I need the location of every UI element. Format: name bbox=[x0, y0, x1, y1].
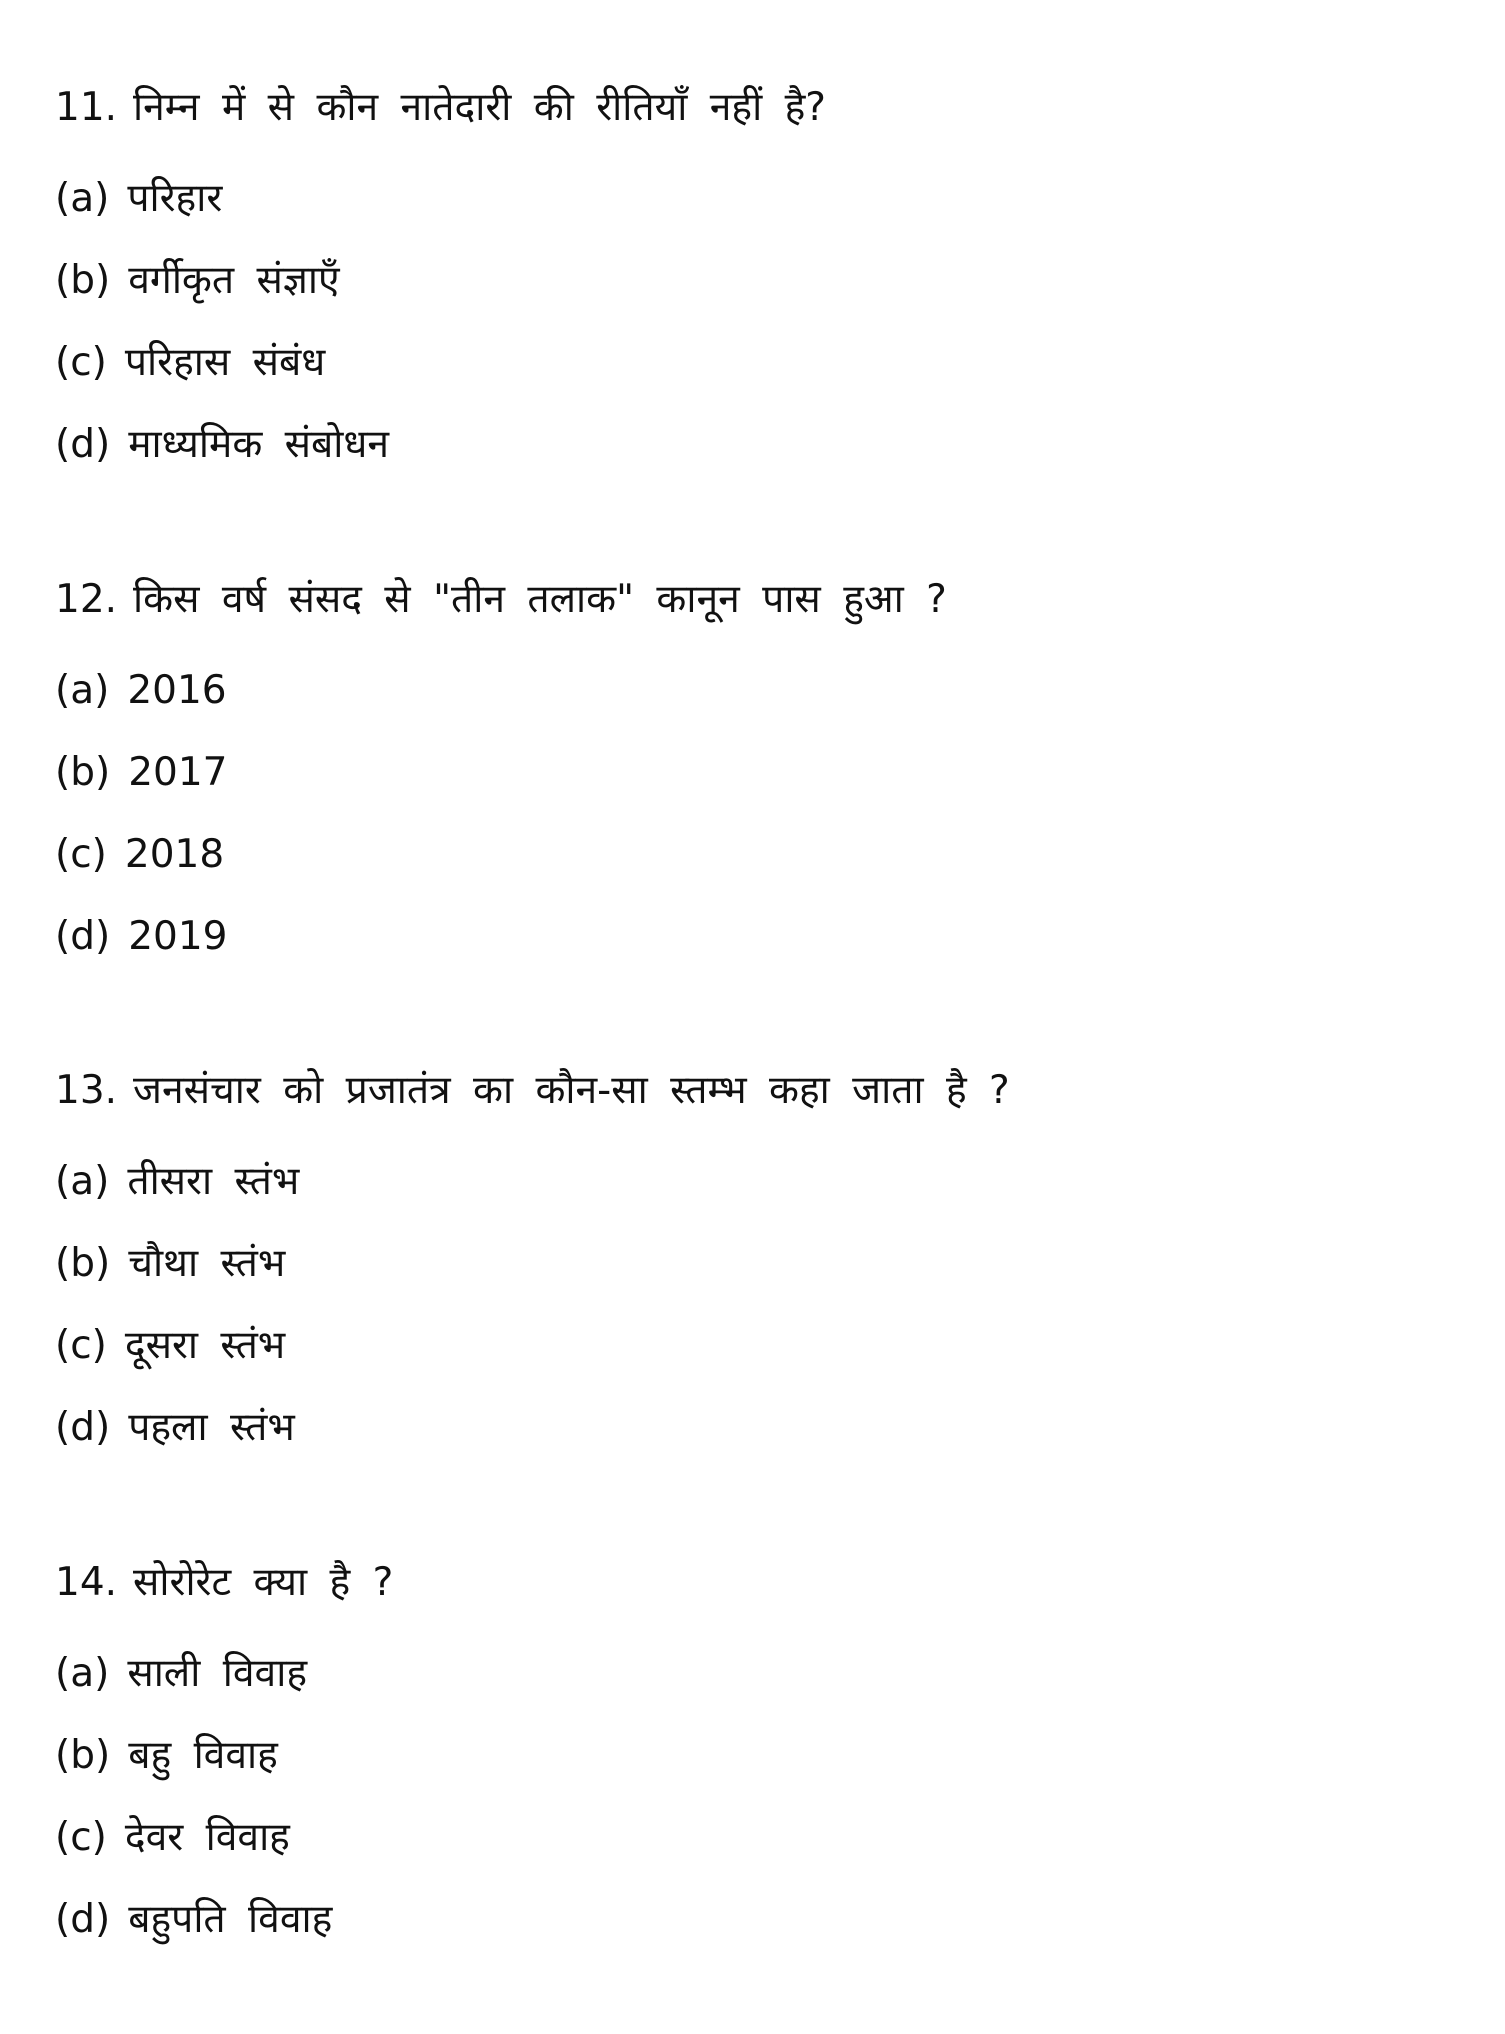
question-text: सोरोरेट क्या है ? bbox=[133, 1560, 394, 1605]
question-text: किस वर्ष संसद से "तीन तलाक" कानून पास हुआ ? bbox=[133, 577, 947, 622]
option-11-a bbox=[55, 158, 1455, 240]
option-text: वर्गीकृत संज्ञाएँ bbox=[128, 258, 340, 303]
option-letter: (d) bbox=[55, 1405, 111, 1450]
question-block-13 bbox=[55, 1057, 1455, 1469]
option-13-a bbox=[55, 1141, 1455, 1223]
option-letter: (b) bbox=[55, 750, 111, 795]
option-12-c bbox=[55, 814, 1455, 896]
option-11-c bbox=[55, 322, 1455, 404]
option-letter: (a) bbox=[55, 668, 110, 713]
question-block-14 bbox=[55, 1549, 1455, 1961]
question-12 bbox=[55, 566, 1455, 634]
option-text: माध्यमिक संबोधन bbox=[128, 422, 390, 467]
option-14-d bbox=[55, 1879, 1455, 1961]
option-14-b bbox=[55, 1715, 1455, 1797]
question-number: 14. bbox=[55, 1560, 118, 1605]
option-text: 2019 bbox=[128, 914, 228, 959]
option-text: साली विवाह bbox=[127, 1651, 308, 1696]
option-13-d bbox=[55, 1387, 1455, 1469]
option-text: 2016 bbox=[127, 668, 227, 713]
option-letter: (b) bbox=[55, 1241, 111, 1286]
option-letter: (a) bbox=[55, 1651, 110, 1696]
option-letter: (a) bbox=[55, 176, 110, 221]
option-letter: (c) bbox=[55, 1815, 107, 1860]
option-letter: (d) bbox=[55, 1897, 111, 1942]
option-text: 2017 bbox=[128, 750, 228, 795]
question-block-11 bbox=[55, 74, 1455, 486]
question-number: 12. bbox=[55, 577, 118, 622]
option-letter: (d) bbox=[55, 422, 111, 467]
question-13 bbox=[55, 1057, 1455, 1125]
option-letter: (a) bbox=[55, 1159, 110, 1204]
option-12-d bbox=[55, 896, 1455, 978]
option-text: देवर विवाह bbox=[124, 1815, 290, 1860]
option-letter: (b) bbox=[55, 258, 111, 303]
option-13-b bbox=[55, 1223, 1455, 1305]
option-14-a bbox=[55, 1633, 1455, 1715]
option-letter: (b) bbox=[55, 1733, 111, 1778]
question-block-12 bbox=[55, 566, 1455, 978]
option-text: 2018 bbox=[124, 832, 225, 877]
option-text: दूसरा स्तंभ bbox=[124, 1323, 286, 1368]
option-letter: (c) bbox=[55, 832, 107, 877]
option-13-c bbox=[55, 1305, 1455, 1387]
option-text: तीसरा स्तंभ bbox=[127, 1159, 300, 1204]
option-12-a bbox=[55, 650, 1455, 732]
question-14 bbox=[55, 1549, 1455, 1617]
question-number: 11. bbox=[55, 85, 118, 130]
option-text: पहला स्तंभ bbox=[128, 1405, 295, 1450]
question-text: निम्न में से कौन नातेदारी की रीतियाँ नहीं है? bbox=[133, 85, 826, 130]
option-text: चौथा स्तंभ bbox=[128, 1241, 286, 1286]
option-letter: (c) bbox=[55, 1323, 107, 1368]
question-11 bbox=[55, 74, 1455, 142]
question-number: 13. bbox=[55, 1068, 118, 1113]
option-text: परिहास संबंध bbox=[124, 340, 326, 385]
option-text: बहुपति विवाह bbox=[128, 1897, 333, 1942]
option-14-c bbox=[55, 1797, 1455, 1879]
option-11-d bbox=[55, 404, 1455, 486]
option-text: परिहार bbox=[127, 176, 223, 221]
question-text: जनसंचार को प्रजातंत्र का कौन-सा स्तम्भ कहा जाता है ? bbox=[133, 1068, 1010, 1113]
option-letter: (d) bbox=[55, 914, 111, 959]
option-11-b bbox=[55, 240, 1455, 322]
option-text: बहु विवाह bbox=[128, 1733, 278, 1778]
option-letter: (c) bbox=[55, 340, 107, 385]
option-12-b bbox=[55, 732, 1455, 814]
